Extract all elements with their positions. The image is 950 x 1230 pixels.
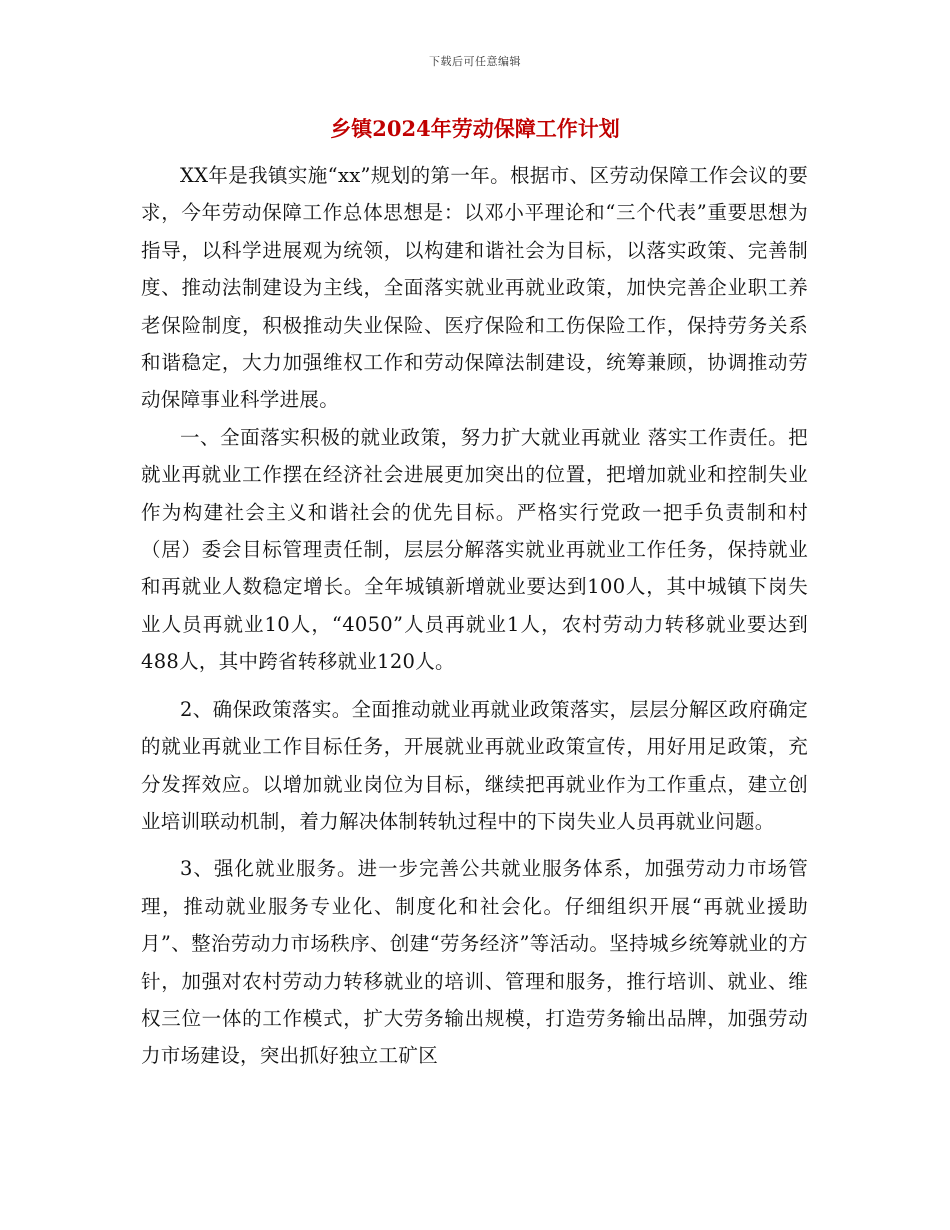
- page-header-note: 下载后可任意编辑: [429, 55, 521, 68]
- paragraph-section-1: 一、全面落实积极的就业政策，努力扩大就业再就业 落实工作责任。把就业再就业工作摆在经济社会进展更加突出的位置，把增加就业和控制失业作为构建社会主义和谐社会的优先目标。严格实行党政一把手负责制和村（居）委会目标管理责任制，层层分解落实就业再就业工作任务，保持就业和再就业人数稳定增长。全年城镇新增就业要达到100人，其中城镇下岗失业人员再就业10人，“4050”人员再就业1人，农村劳动力转移就业要达到488人，其中跨省转移就业120人。: [141, 425, 808, 674]
- document-body: [141, 157, 808, 1075]
- paragraph-section-3: 3、强化就业服务。进一步完善公共就业服务体系，加强劳动力市场管理，推动就业服务专业化、制度化和社会化。仔细组织开展“再就业援助月”、整治劳动力市场秩序、创建“劳务经济”等活动。坚持城乡统筹就业的方针，加强对农村劳动力转移就业的培训、管理和服务，推行培训、就业、维权三位一体的工作模式，扩大劳务输出规模，打造劳务输出品牌，加强劳动力市场建设，突出抓好独立工矿区: [141, 857, 808, 1068]
- paragraph-intro: XX年是我镇实施“xx”规划的第一年。根据市、区劳动保障工作会议的要求，今年劳动保障工作总体思想是：以邓小平理论和“三个代表”重要思想为指导，以科学进展观为统领，以构建和谐社会为目标，以落实政策、完善制度、推动法制建设为主线，全面落实就业再就业政策，加快完善企业职工养老保险制度，积极推动失业保险、医疗保险和工伤保险工作，保持劳务关系和谐稳定，大力加强维权工作和劳动保障法制建设，统筹兼顾，协调推动劳动保障事业科学进展。: [141, 164, 808, 412]
- document-title: 乡镇2024年劳动保障工作计划: [330, 116, 620, 141]
- paragraph-section-2: 2、确保政策落实。全面推动就业再就业政策落实，层层分解区政府确定的就业再就业工作目标任务，开展就业再就业政策宣传，用好用足政策，充分发挥效应。以增加就业岗位为目标，继续把再就业作为工作重点，建立创业培训联动机制，着力解决体制转轨过程中的下岗失业人员再就业问题。: [141, 697, 808, 833]
